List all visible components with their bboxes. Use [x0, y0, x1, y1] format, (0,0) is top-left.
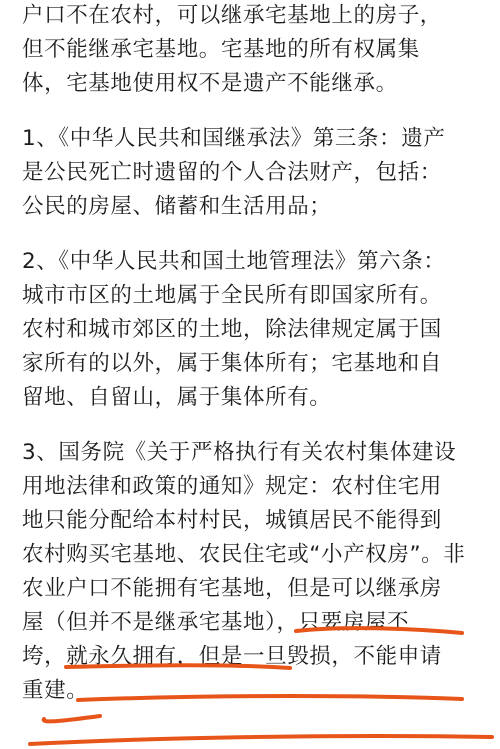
text-line: 1、《中华人民共和国继承法》第三条：遗产	[22, 126, 446, 151]
text-line: 城市市区的土地属于全民所有即国家所有。	[22, 283, 442, 308]
text-line: 用地法律和政策的通知》规定：农村住宅用	[22, 474, 442, 499]
text-line: 重建。	[22, 678, 89, 703]
text-line: 公民的房屋、储蓄和生活用品；	[22, 194, 332, 219]
text-line: 垮，就永久拥有，但是一旦毁损，不能申请	[22, 644, 442, 669]
paragraph-intro	[22, 0, 492, 101]
text-line: 留地、自留山，属于集体所有。	[22, 385, 332, 410]
text-line: 地只能分配给本村村民，城镇居民不能得到	[22, 508, 442, 533]
text-line: 农村和城市郊区的土地，除法律规定属于国	[22, 317, 442, 342]
paragraph-gap	[22, 101, 492, 122]
underline-stroke	[44, 716, 100, 721]
text-line: 农业户口不能拥有宅基地，但是可以继承房	[22, 576, 442, 601]
text-line: 是公民死亡时遗留的个人合法财产，包括：	[22, 160, 442, 185]
text-line: 但不能继承宅基地。宅基地的所有权属集	[22, 37, 420, 62]
paragraph-gap	[22, 224, 492, 245]
document-body	[22, 0, 492, 708]
text-line: 家所有的以外，属于集体所有；宅基地和自	[22, 351, 442, 376]
text-line: 农村购买宅基地、农民住宅或“小产权房”。非	[22, 542, 466, 567]
paragraph-item-2	[22, 245, 492, 415]
text-line: 体，宅基地使用权不是遗产不能继承。	[22, 71, 398, 96]
underline-stroke	[30, 736, 492, 744]
text-line: 户口不在农村，可以继承宅基地上的房子，	[22, 3, 442, 28]
paragraph-item-1	[22, 122, 492, 224]
paragraph-item-3	[22, 436, 492, 708]
text-line: 2、《中华人民共和国土地管理法》第六条：	[22, 249, 446, 274]
text-line: 屋（但并不是继承宅基地），只要房屋不	[22, 610, 410, 635]
paragraph-gap	[22, 415, 492, 436]
text-line: 3、国务院《关于严格执行有关农村集体建设	[22, 440, 457, 465]
